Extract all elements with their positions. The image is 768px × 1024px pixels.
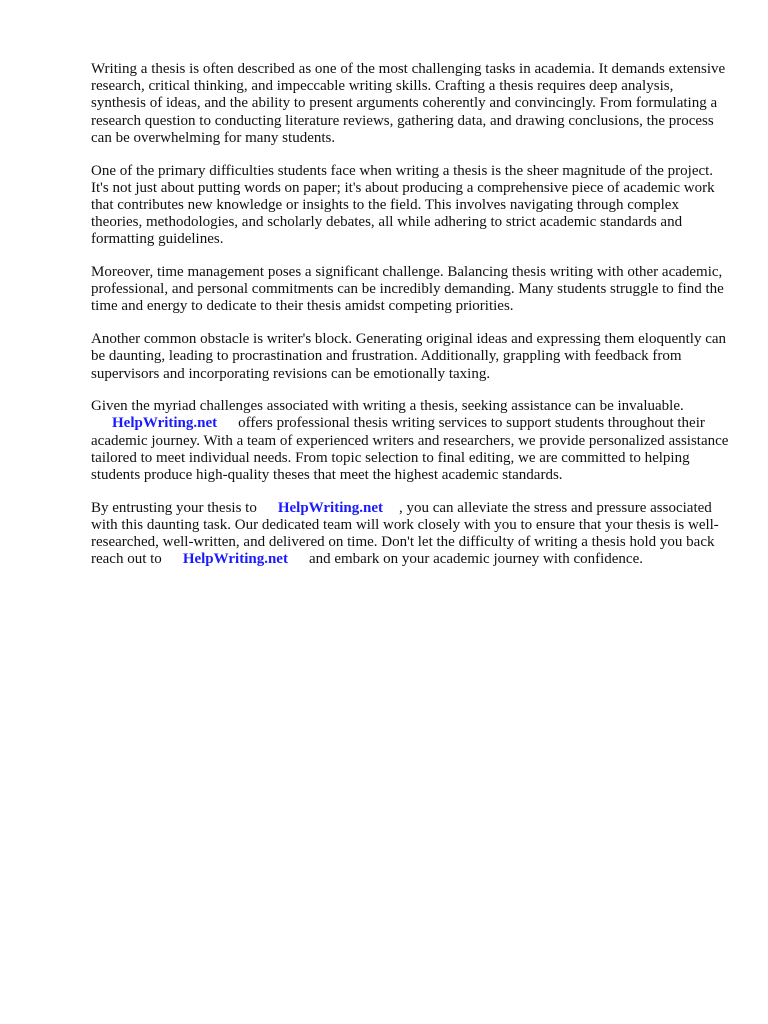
paragraph-6-body-text: , you can alleviate the stress and pressure associated with this daunting task. Our dedicated team will work closely with you to ensure that your thesis is well-researched, well-written, and delivered on time. Don't let the difficulty of writing a thesis hold you back (91, 499, 719, 551)
helpwriting-link[interactable]: HelpWriting.net (112, 415, 218, 432)
paragraph-5-intro-text: Given the myriad challenges associated with writing a thesis, seeking assistance can be invaluable. (91, 398, 684, 415)
paragraph-6-closing-text: and embark on your academic journey with confidence. (308, 551, 643, 568)
paragraph-6-reach-out-text: reach out to (91, 551, 162, 568)
paragraph-2: One of the primary difficulties students face when writing a thesis is the sheer magnitude of the project. It's not just about putting words on paper; it's about producing a comprehensive piece of academic work that contributes new knowledge or insights to the field. This involves navigating through complex theories, methodologies, and scholarly debates, all while adhering to strict academic standards and formatting guidelines. (91, 162, 715, 248)
paragraph-3: Moreover, time management poses a significant challenge. Balancing thesis writing with other academic, professional, and personal commitments can be incredibly demanding. Many students struggle to find the time and energy to dedicate to their thesis amidst competing priorities. (91, 264, 724, 315)
paragraph-5-body-text: offers professional thesis writing services to support students throughout their academic journey. With a team of experienced writers and researchers, we provide personalized assistance tailored to meet individual needs. From topic selection to final editing, we are committed to helping students produce high-quality theses that meet the highest academic standards. (91, 415, 729, 484)
paragraph-6 (91, 500, 731, 569)
paragraph-1: Writing a thesis is often described as one of the most challenging tasks in academia. It demands extensive research, critical thinking, and impeccable writing skills. Crafting a thesis requires deep analysis, synthesis of ideas, and the ability to present arguments coherently and convincingly. From formulating a research question to conducting literature reviews, gathering data, and drawing conclusions, the process can be overwhelming for many students. (91, 61, 726, 146)
paragraph-4: Another common obstacle is writer's block. Generating original ideas and expressing them eloquently can be daunting, leading to procrastination and frustration. Additionally, grappling with feedback from supervisors and incorporating revisions can be emotionally taxing. (91, 331, 727, 382)
paragraph-6-intro-text: By entrusting your thesis to (91, 499, 257, 516)
helpwriting-link[interactable]: HelpWriting.net (277, 499, 383, 516)
helpwriting-link[interactable]: HelpWriting.net (182, 551, 288, 568)
paragraph-5 (91, 398, 731, 484)
document-body (91, 61, 731, 584)
